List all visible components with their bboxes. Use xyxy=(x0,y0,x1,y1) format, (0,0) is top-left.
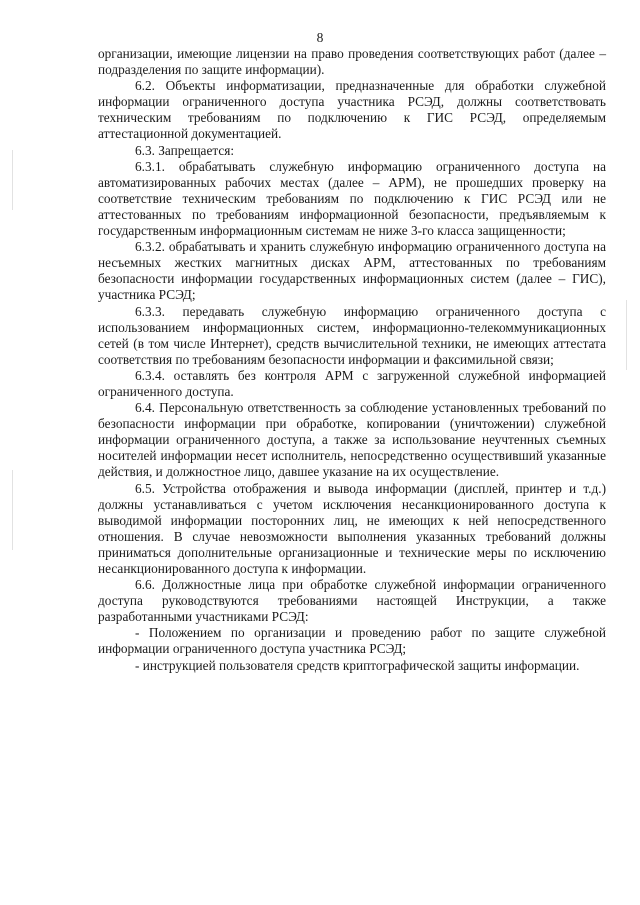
document-body xyxy=(98,46,606,674)
paragraph-6-3-3: 6.3.3. передавать служебную информацию ограниченного доступа с использованием информационных систем, информационно-телекоммуникационных сетей (в том числе Интернет), средств вычислительной техники, не имеющих аттестата соответствия по требованиям безопасности информации и факсимильной связи; xyxy=(98,303,606,367)
paragraph-6-3-2: 6.3.2. обрабатывать и хранить служебную информацию ограниченного доступа на несъемных жестких магнитных дисках АРМ, аттестованных по требованиям безопасности информации государственных информационных систем (далее – ГИС), участника РСЭД; xyxy=(98,239,606,303)
paragraph-6-3-4: 6.3.4. оставлять без контроля АРМ с загруженной служебной информацией ограниченного доступа. xyxy=(98,367,606,399)
paragraph-continuation: организации, имеющие лицензии на право проведения соответствующих работ (далее – подразделения по защите информации). xyxy=(98,46,606,78)
paragraph-6-5: 6.5. Устройства отображения и вывода информации (дисплей, принтер и т.д.) должны устанавливаться с учетом исключения несанкционированного доступа к выводимой информации посторонних лиц, не имеющих к ней непосредственного отношения. В случае невозможности выполнения указанных требований должны приниматься дополнительные организационные и технические меры по исключению несанкционированного доступа к информации. xyxy=(98,480,606,576)
scan-margin-mark xyxy=(12,470,13,550)
paragraph-6-4: 6.4. Персональную ответственность за соблюдение установленных требований по безопасности информации при обработке, копировании (уничтожении) служебной информации ограниченного доступа, а также за использование неучтенных съемных носителей информации несет исполнитель, непосредственно осуществивший указанные действия, и должностное лицо, давшее указание на их осуществление. xyxy=(98,400,606,480)
scan-margin-mark xyxy=(12,150,13,210)
paragraph-6-3: 6.3. Запрещается: xyxy=(135,142,235,158)
paragraph-6-6: 6.6. Должностные лица при обработке служебной информации ограниченного доступа руководствуются требованиями настоящей Инструкции, а также разработанными участниками РСЭД: xyxy=(98,577,606,625)
page-number: 8 xyxy=(316,30,324,45)
paragraph-6-3-1: 6.3.1. обрабатывать служебную информацию ограниченного доступа на автоматизированных рабочих местах (далее – АРМ), не прошедших проверку на соответствие техническим требованиям по подключению к ГИС РСЭД или не аттестованных по требованиям информационной безопасности, предъявляемым к государственным информационным системам не ниже 3-го класса защищенности; xyxy=(98,158,606,239)
list-item-user-instruction: - инструкцией пользователя средств криптографической защиты информации. xyxy=(135,657,580,673)
list-item-regulation: - Положением по организации и проведению работ по защите служебной информации ограниченного доступа участника РСЭД; xyxy=(98,625,606,657)
scan-margin-mark xyxy=(626,300,627,370)
paragraph-6-2: 6.2. Объекты информатизации, предназначенные для обработки служебной информации ограниченного доступа участника РСЭД, должны соответствовать техническим требованиям по подключению к ГИС РСЭД, определяемым аттестационной документацией. xyxy=(98,78,606,142)
